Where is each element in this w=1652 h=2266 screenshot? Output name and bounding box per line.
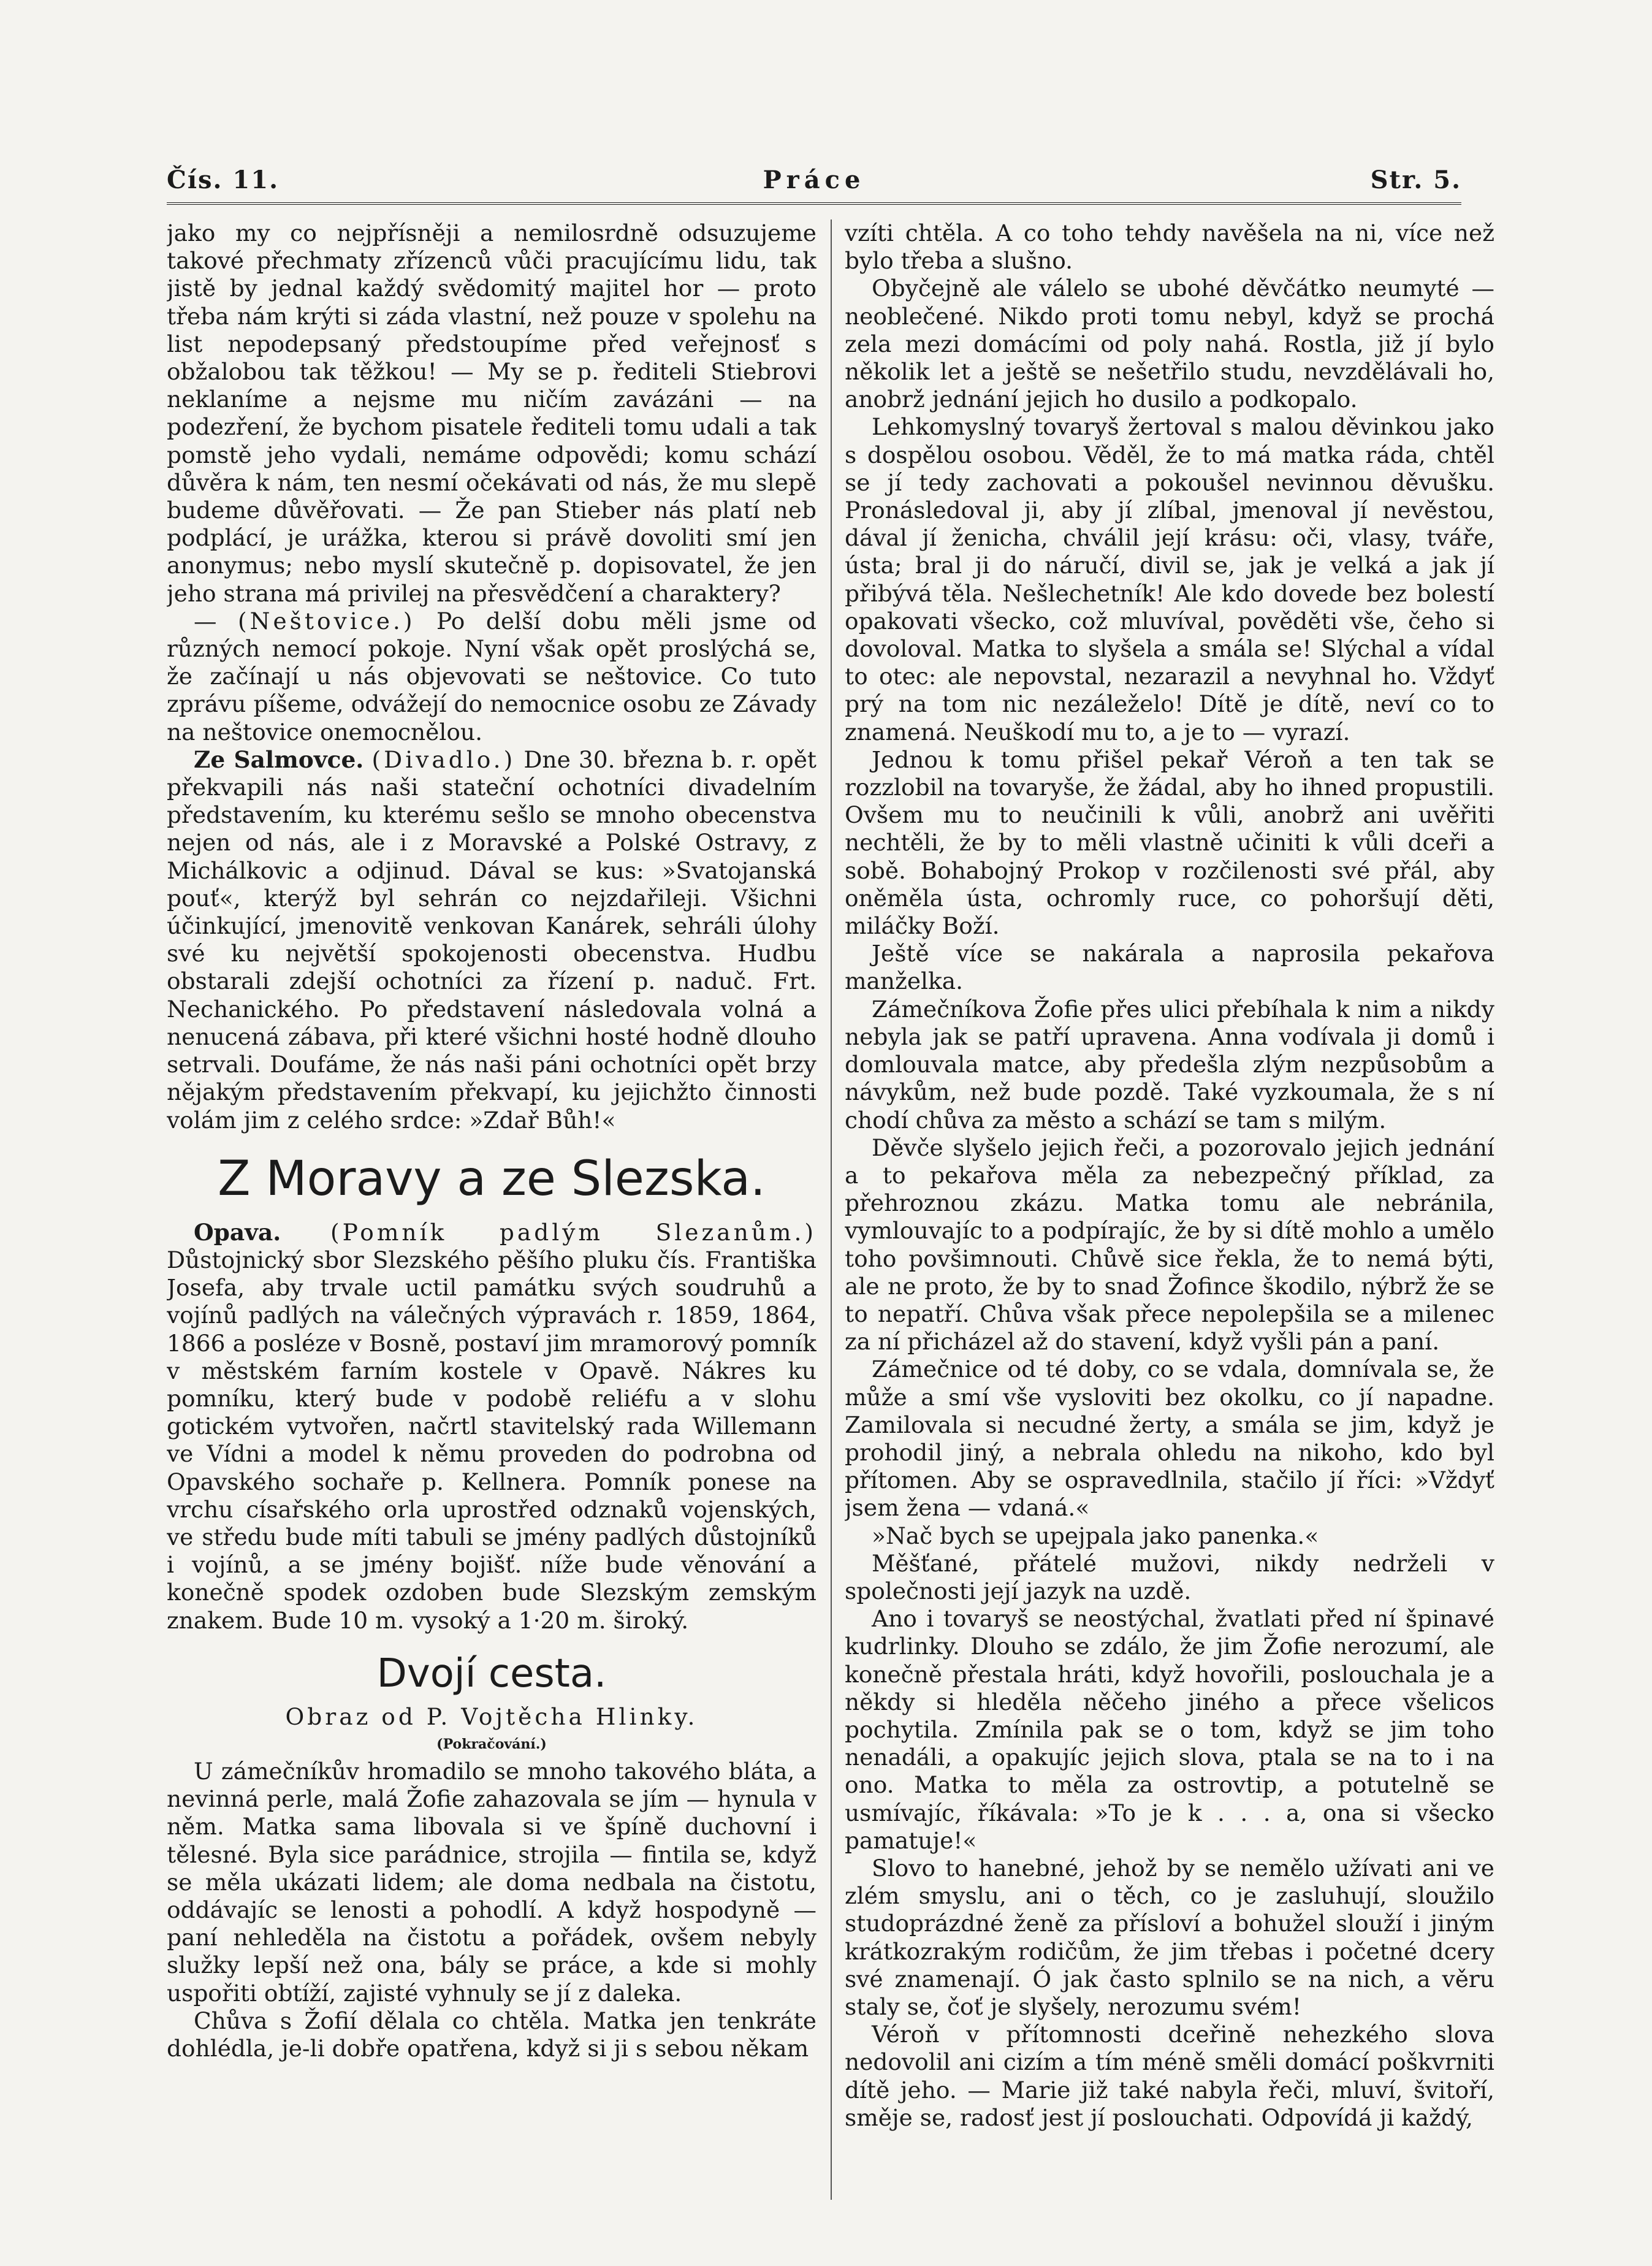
story-paragraph: Obyčejně ale válelo se ubohé děvčátko neumyté — neoblečené. Nikdo proti tomu nebyl, když se prochá zela mezi domácími od poly nahá. Rostla, již jí bylo několik let a ještě se nešetřilo studu, nevzdělávali ho, anobrž jednání jejich ho dusilo a podkopalo. bbox=[845, 275, 1494, 413]
story-paragraph: vzíti chtěla. A co toho tehdy navěšela na ni, více než bylo třeba a slušno. bbox=[845, 219, 1494, 275]
story-paragraph: Ještě více se nakárala a naprosila pekařova manželka. bbox=[845, 940, 1494, 995]
news-item-text: Důstojnický sbor Slezského pěšího pluku čís. Františka Josefa, aby trvale uctil památku svých soudruhů a vojínů padlých na válečných výpravách r. 1859, 1864, 1866 a posléze v Bosně, postaví jim mramorový pomník v městském farním kostele v Opavě. Nákres ku pomníku, který bude v podobě reliéfu a v slohu gotickém vytvořen, načrtl stavitelský rada Willemann ve Vídni a model k němu proveden do podrobna od Opavského sochaře p. Kellnera. Pomník ponese na vrchu císařského orla uprostřed odznaků vojenských, ve středu bude míti tabuli se jmény padlých důstojníků i vojínů, a se jmény bojišť. níže bude věnování a konečně spodek ozdoben bude Slezským zemským znakem. Bude 10 m. vysoký a 1·20 m. široký. bbox=[167, 1246, 816, 1634]
header-rule bbox=[167, 202, 1461, 205]
story-paragraph: Ano i tovaryš se neostýchal, žvatlati před ní špinavé kudrlinky. Dlouho se zdálo, že jim Žofie nerozumí, ale konečně přestala hráti, když hovořili, poslouchala je a někdy si hleděla něčeho jiného a přece všelicos pochytila. Zmínila pak se o tom, když se jim toho nenadáli, a opakujíc jejich slova, ptala se na to i na ono. Matka to měla za ostrovtip, a potutelně se usmívajíc, říkávala: »To je k . . . a, ona si všecko pamatuje!« bbox=[845, 1605, 1494, 1854]
story-paragraph: Děvče slyšelo jejich řeči, a pozorovalo jejich jednání a to pekařova měla za nebezpečný příklad, za přehroznou zkázu. Matka tomu ale nebránila, vymlouvajíc to a podpírajíc, že by si dítě mohlo a umělo toho povšimnouti. Chůvě sice řekla, že to nemá býti, ale ne proto, že by to snad Žofince škodilo, nýbrž že se to nepatří. Chůva však přece nepolepšila se a milenec za ní přicházel až do stavení, když vyšli pán a paní. bbox=[845, 1134, 1494, 1356]
story-paragraph: Jednou k tomu přišel pekař Véroň a ten tak se rozzlobil na tovaryše, že žádal, aby ho ihned propustili. Ovšem mu to neučinili k vůli, anobrž ani uvěřiti nechtěli, že by to měli vlastně učiniti k vůli dceři a sobě. Bohabojný Prokop v rozčilenosti své přál, aby oněměla ústa, ochromly ruce, co pohoršují děti, miláčky Boží. bbox=[845, 746, 1494, 940]
story-title: Dvojí cesta. bbox=[376, 1650, 607, 1696]
section-title: Z Moravy a ze Slezska. bbox=[218, 1151, 766, 1207]
story-paragraph: Zámečnice od té doby, co se vdala, domnívala se, že může a smí vše vysloviti bez okolku, co jí napadne. Zamilovala si necudné žerty, a smála se jim, když je prohodil jiný, a nebrala ohledu na nikoho, kdo byl přítomen. Aby se ospravedlnila, stačilo jí říci: »Vždyť jsem žena — vdaná.« bbox=[845, 1356, 1494, 1522]
news-item-text: Dne 30. března b. r. opět překvapili nás naši stateční ochotníci divadelním představením, ku kterému sešlo se mnoho obecenstva nejen od nás, ale i z Moravské a Polské Ostravy, z Michálkovic a odjinud. Dával se kus: »Svatojanská pouť«, kterýž byl sehrán co nejzdařileji. Všichni účinkující, jmenovitě venkovan Kanárek, sehráli úlohy své ku největší spokojenosti obecenstva. Hudbu obstarali zdejší ochotníci za řízení p. naduč. Frt. Nechanického. Po představení následovala volná a nenucená zábava, při které všichni hosté hodně dlouho setrvali. Doufáme, že nás naši páni ochotníci opět brzy nějakým představením překvapí, ku jejichžto činnosti volám jim z celého srdce: »Zdař Bůh!« bbox=[167, 746, 816, 1134]
news-item-heading: (Divadlo.) bbox=[371, 746, 516, 773]
story-paragraph: Véroň v přítomnosti dceřině nehezkého slova nedovolil ani cizím a tím méně směli domácí poškvrniti dítě jeho. — Marie již také nabyla řeči, mluví, švitoří, směje se, radosť jest jí poslouchati. Odpovídá ji každý, bbox=[845, 2021, 1494, 2131]
news-item-place: Opava. bbox=[194, 1218, 281, 1246]
right-column bbox=[845, 219, 1494, 2200]
news-item-heading: (Neštovice.) bbox=[238, 607, 416, 635]
continuation-note: (Pokračování.) bbox=[436, 1736, 547, 1752]
news-item-monument bbox=[167, 1219, 816, 1635]
page-header bbox=[167, 166, 1461, 202]
news-item-place: Ze Salmovce. bbox=[194, 746, 364, 773]
story-paragraph: Chůva s Žofií dělala co chtěla. Matka jen tenkráte dohlédla, je-li dobře opatřena, když si ji s sebou někam bbox=[167, 2007, 816, 2062]
story-paragraph: U zámečníkův hromadilo se mnoho takového bláta, a nevinná perle, malá Žofie zahazovala se jím — hynula v něm. Matka sama libovala si ve špíně duchovní i tělesné. Byla sice parádnice, strojila — fintila se, když se měla ukázati lidem; ale doma nedbala na čistotu, oddávajíc se lenosti a pohodlí. A když hospodyně — paní nehleděla na čistotu a pořádek, ovšem nebyly služky lepší než ona, bály se práce, a kde si mohly uspořiti obtíží, zajisté vyhnuly se jí z daleka. bbox=[167, 1757, 816, 2007]
issue-number: Čís. 11. bbox=[167, 166, 279, 194]
news-item-text: Po delší dobu měli jsme od různých nemocí pokoje. Nyní však opět proslýchá se, že začínají u nás objevovati se neštovice. Co tuto zprávu píšeme, odvážejí do nemocnice osobu ze Závady na neštovice onemocnělou. bbox=[167, 607, 816, 746]
story-paragraph: Slovo to hanebné, jehož by se nemělo užívati ani ve zlém smyslu, ani o těch, co je zasluhují, sloužilo studoprázdné ženě za přísloví a bohužel slouží i jiným krátkozrakým rodičům, že jim třebas i početné dcery své znamenají. Ó jak často splnilo se na nich, a věru staly se, čoť je slyšely, nerozumu svém! bbox=[845, 1854, 1494, 2020]
story-paragraph: Zámečníkova Žofie přes ulici přebíhala k nim a nikdy nebyla jak se patří upravena. Anna vodívala ji domů i domlouvala matce, aby předešla zlým nezpůsobům a návykům, než bude pozdě. Také vyzkoumala, že s ní chodí chůva za město a schází se tam s milým. bbox=[845, 995, 1494, 1134]
story-paragraph: Lehkomyslný tovaryš žertoval s malou děvinkou jako s dospělou osobou. Věděl, že to má matka ráda, chtěl se jí tedy zachovati a pokoušel nevinnou děvušku. Pronásledoval ji, aby jí zlíbal, jmenoval jí nevěstou, dával jí ženicha, chválil její krásu: oči, vlasy, tváře, ústa; bral ji do náručí, divil se, jak je velká a jak jí přibývá těla. Nešlechetník! Ale kdo dovede bez bolestí opakovati všecko, což mluvíval, pověděti vše, čeho si dovoloval. Matka to slyšela a smála se! Slýchal a vídal to otec: ale nepovstal, nezarazil a nevyhnal ho. Vždyť prý na tom nic nezáleželo! Dítě je dítě, neví co to znamená. Neuškodí mu to, a je to — vyrazí. bbox=[845, 413, 1494, 746]
story-subtitle: Obraz od P. Vojtěcha Hlinky. bbox=[285, 1703, 698, 1730]
article-continuation: jako my co nejpřísněji a nemilosrdně odsuzujeme takové přechmaty zřízenců vůči pracujícímu lidu, tak jistě by jednal každý svědomitý majitel hor — proto třeba nám krýti si záda vlastní, než pouze v spolehu na list nepodepsaný předstoupíme před veřejnosť s obžalobou tak těžkou! — My se p. řediteli Stiebrovi neklaníme a nejsme mu ničím zavázáni — na podezření, že bychom pisatele řediteli tomu udali a tak pomstě jeho vydali, nemáme odpovědi; komu schází důvěra k nám, ten nesmí očekávati od nás, že mu slepě budeme důvěřovati. — Že pan Stieber nás platí neb podplácí, je urážka, kterou si právě dovoliti smí jen anonymus; nebo myslí skutečně p. dopisovatel, že jen jeho strana má privilej na přesvědčení a charaktery? bbox=[167, 219, 816, 607]
news-item-theatre bbox=[167, 746, 816, 1134]
left-column bbox=[167, 219, 816, 2200]
column-divider bbox=[831, 219, 832, 2200]
newspaper-title: Práce bbox=[763, 166, 866, 194]
story-paragraph: Měšťané, přátelé mužovi, nikdy nedrželi v společnosti její jazyk na uzdě. bbox=[845, 1549, 1494, 1604]
page-number: Str. 5. bbox=[1370, 166, 1461, 194]
news-item-smallpox: — (Neštovice.) Po delší dobu měli jsme od různých nemocí pokoje. Nyní však opět proslýchá se, že začínají u nás objevovati se neštovice. Co tuto zprávu píšeme, odvážejí do nemocnice osobu ze Závady na neštovice onemocnělou. bbox=[167, 607, 816, 746]
story-paragraph: »Nač bych se upejpala jako panenka.« bbox=[872, 1522, 1319, 1549]
news-item-heading: (Pomník padlým Slezanům.) bbox=[330, 1218, 816, 1246]
